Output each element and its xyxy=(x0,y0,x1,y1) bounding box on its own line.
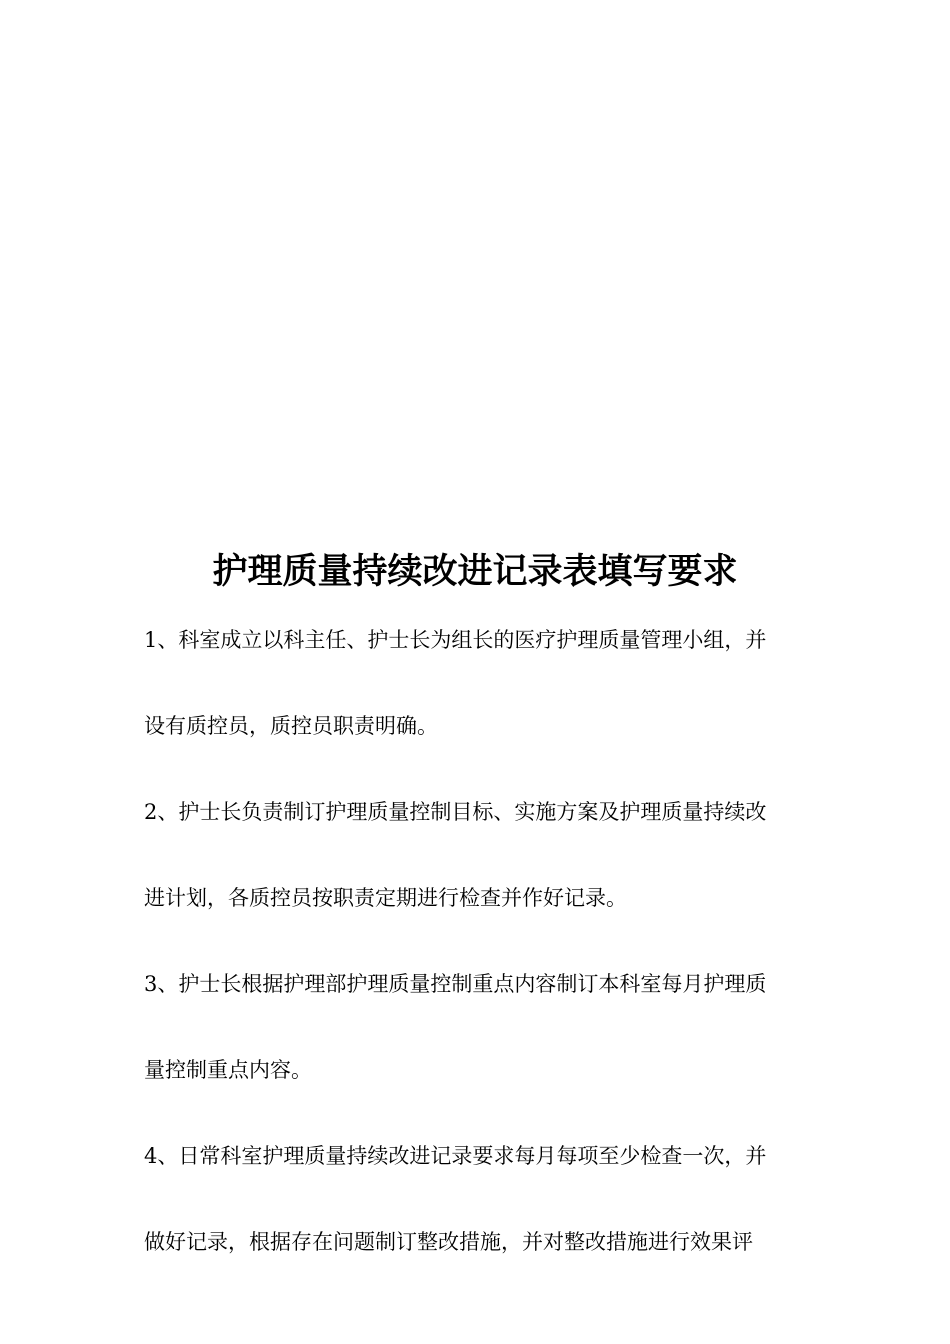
requirement-item-4 xyxy=(144,1136,808,1263)
requirement-line: 2、护士长负责制订护理质量控制目标、实施方案及护理质量持续改 xyxy=(144,800,767,824)
requirement-item-3 xyxy=(144,964,808,1091)
requirement-item-2 xyxy=(144,792,808,919)
requirement-line: 进计划，各质控员按职责定期进行检查并作好记录。 xyxy=(144,886,627,910)
requirement-item-1 xyxy=(144,620,808,747)
requirement-line: 3、护士长根据护理部护理质量控制重点内容制订本科室每月护理质 xyxy=(144,972,767,996)
document-body xyxy=(144,620,808,1271)
document-title: 护理质量持续改进记录表填写要求 xyxy=(212,551,738,592)
requirement-line: 量控制重点内容。 xyxy=(144,1058,312,1082)
requirement-line: 做好记录，根据存在问题制订整改措施，并对整改措施进行效果评 xyxy=(144,1230,753,1254)
requirement-line: 设有质控员，质控员职责明确。 xyxy=(144,714,438,738)
requirement-line: 4、日常科室护理质量持续改进记录要求每月每项至少检查一次，并 xyxy=(144,1144,767,1168)
requirement-line: 1、科室成立以科主任、护士长为组长的医疗护理质量管理小组，并 xyxy=(144,628,767,652)
